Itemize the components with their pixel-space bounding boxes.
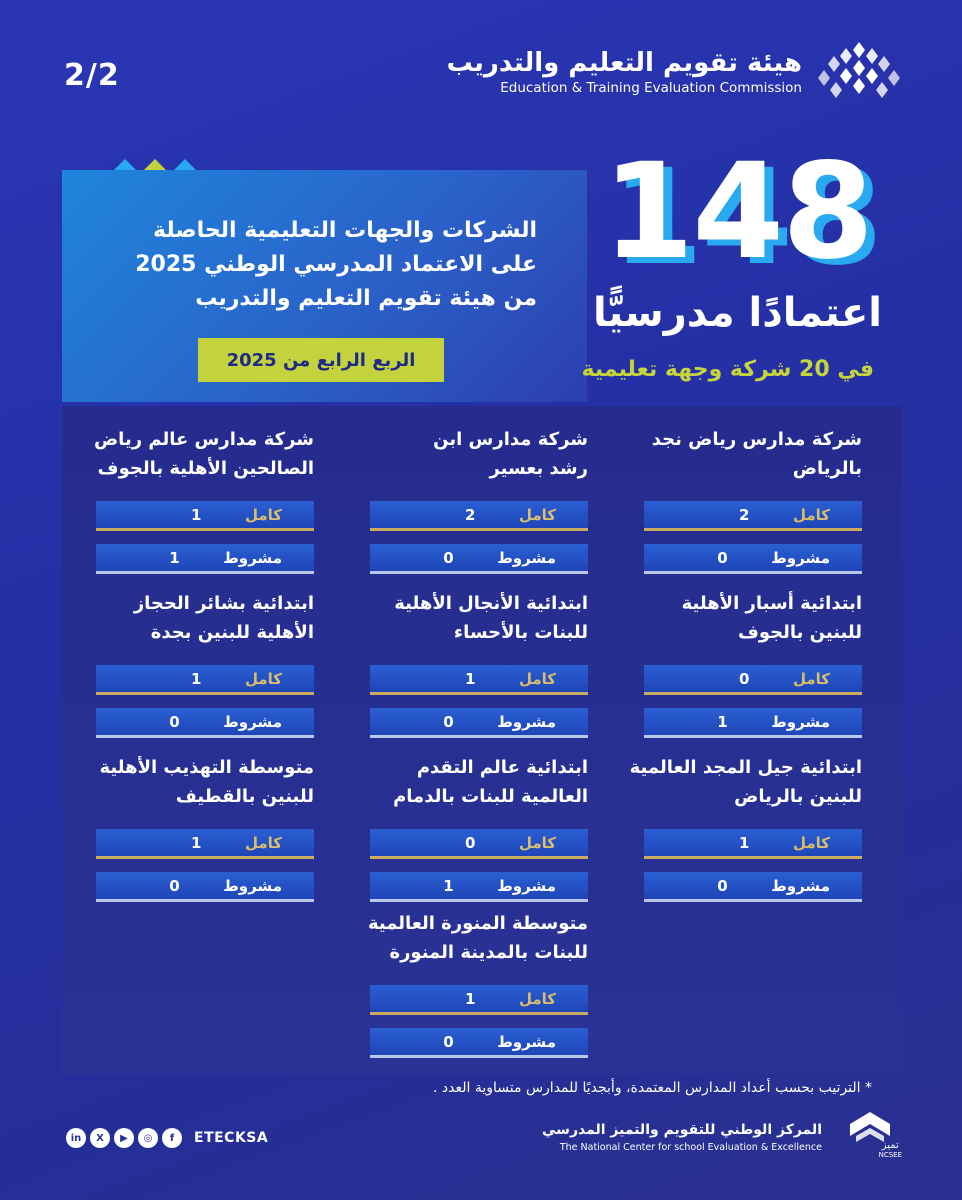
full-accreditation-label: كامل [244,669,282,688]
conditional-accreditation-count: 0 [443,1032,454,1051]
companies-count-caption: في 20 شركة وجهة تعليمية [581,357,874,382]
school-card [370,754,588,902]
school-card [370,590,588,738]
school-name-line: متوسطة المنورة العالمية [367,913,588,934]
tamayuz-arabic: تميز [881,1140,899,1151]
full-accreditation-count: 1 [464,989,476,1008]
full-accreditation-label: كامل [518,989,556,1008]
conditional-accreditation-bar [370,1028,588,1058]
school-name-line: ابتدائية أسبار الأهلية [681,593,862,614]
full-accreditation-bar [370,501,588,531]
conditional-accreditation-count: 0 [717,548,728,567]
x-icon[interactable]: X [90,1128,110,1148]
full-accreditation-bar [644,501,862,531]
school-name-line: ابتدائية الأنجال الأهلية [394,593,588,614]
full-accreditation-count: 0 [738,669,750,688]
conditional-accreditation-bar [370,544,588,574]
conditional-accreditation-label: مشروط [497,548,556,567]
intro-title-line: من هيئة تقويم التعليم والتدريب [195,286,537,312]
ordering-footnote: * الترتيب بحسب أعداد المدارس المعتمدة، وأبجديًا للمدارس متساوية العدد . [433,1080,872,1096]
conditional-accreditation-label: مشروط [771,548,830,567]
full-accreditation-count: 1 [464,669,476,688]
school-name-line: للبنين بالرياض [734,785,862,807]
org-name-english: Education & Training Evaluation Commission [500,80,802,96]
school-name-line: ابتدائية جيل المجد العالمية [629,757,862,778]
conditional-accreditation-label: مشروط [223,712,282,731]
full-accreditation-bar [370,829,588,859]
conditional-accreditation-count: 0 [717,876,728,895]
full-accreditation-bar [644,665,862,695]
linkedin-icon[interactable]: in [66,1128,86,1148]
social-handle: ETECKSA [194,1130,269,1146]
conditional-accreditation-label: مشروط [771,876,830,895]
full-accreditation-bar [96,501,314,531]
school-name-line: رشد بعسير [489,457,588,479]
full-accreditation-count: 1 [190,833,202,852]
conditional-accreditation-label: مشروط [497,876,556,895]
full-accreditation-label: كامل [792,505,830,524]
school-name [96,590,314,652]
full-accreditation-bar [370,665,588,695]
school-card [644,426,862,574]
school-name [644,426,862,488]
ncsee-name-english: The National Center for school Evaluation & Excellence [559,1142,822,1153]
conditional-accreditation-bar [96,544,314,574]
org-name-arabic: هيئة تقويم التعليم والتدريب [446,48,802,78]
etec-logo-icon [816,40,902,102]
conditional-accreditation-count: 0 [443,712,454,731]
full-accreditation-bar [644,829,862,859]
school-name [644,590,862,652]
full-accreditation-bar [96,829,314,859]
school-name [96,754,314,816]
conditional-accreditation-bar [644,544,862,574]
quarter-badge: الربع الرابع من 2025 [198,338,444,382]
school-name [370,754,588,816]
school-card [96,754,314,902]
conditional-accreditation-bar [96,872,314,902]
youtube-icon[interactable]: ▶ [114,1128,134,1148]
full-accreditation-label: كامل [518,669,556,688]
conditional-accreditation-count: 1 [169,548,180,567]
instagram-icon[interactable]: ◎ [138,1128,158,1148]
conditional-accreditation-count: 0 [443,548,454,567]
conditional-accreditation-count: 0 [169,712,180,731]
full-accreditation-bar [370,985,588,1015]
school-card [644,590,862,738]
total-accreditations-caption: اعتمادًا مدرسيًّا [593,290,882,336]
conditional-accreditation-label: مشروط [497,1032,556,1051]
school-name-line: ابتدائية عالم التقدم [416,757,588,778]
total-accreditations-number: 148 [602,135,872,289]
school-name-line: للبنات بالمدينة المنورة [389,941,588,963]
full-accreditation-bar [96,665,314,695]
school-name [93,426,314,488]
school-card [370,426,588,574]
school-name-line: للبنين بالقطيف [175,785,314,807]
conditional-accreditation-count: 1 [717,712,728,731]
school-name-line: بالرياض [792,457,862,479]
school-name-line: الصالحين الأهلية بالجوف [97,457,314,479]
school-name-line: العالمية للبنات بالدمام [393,785,588,807]
full-accreditation-count: 0 [464,833,476,852]
school-card [93,426,314,574]
conditional-accreditation-bar [370,708,588,738]
school-name-line: شركة مدارس رياض نجد [651,429,862,450]
full-accreditation-count: 2 [464,505,476,524]
school-name-line: شركة مدارس ابن [433,429,588,450]
full-accreditation-count: 1 [738,833,750,852]
full-accreditation-label: كامل [244,833,282,852]
school-name-line: للبنات بالأحساء [453,621,588,643]
intro-title-line: الشركات والجهات التعليمية الحاصلة [153,218,537,243]
school-name-line: الأهلية للبنين بجدة [150,621,314,643]
conditional-accreditation-label: مشروط [771,712,830,731]
conditional-accreditation-bar [370,872,588,902]
intro-title-line: على الاعتماد المدرسي الوطني 2025 [135,252,537,278]
conditional-accreditation-count: 1 [443,876,454,895]
ncsee-logo-text [879,1140,902,1159]
page-indicator: 2/2 [64,58,120,93]
intro-box [62,170,587,402]
school-card [629,754,862,902]
conditional-accreditation-label: مشروط [223,876,282,895]
full-accreditation-label: كامل [792,669,830,688]
conditional-accreditation-label: مشروط [497,712,556,731]
school-name [629,754,862,816]
conditional-accreditation-bar [644,708,862,738]
school-name-line: شركة مدارس عالم رياض [93,429,314,450]
school-card [367,910,588,1058]
full-accreditation-count: 1 [190,669,202,688]
school-card [96,590,314,738]
conditional-accreditation-count: 0 [169,876,180,895]
ncsee-name-arabic: المركز الوطني للتقويم والتميز المدرسي [542,1122,822,1138]
full-accreditation-label: كامل [518,505,556,524]
school-name [370,590,588,652]
full-accreditation-label: كامل [244,505,282,524]
school-name-line: للبنين بالجوف [737,621,862,643]
tamayuz-english: NCSEE [878,1151,902,1159]
school-name-line: متوسطة التهذيب الأهلية [99,757,314,778]
conditional-accreditation-bar [644,872,862,902]
conditional-accreditation-bar [96,708,314,738]
full-accreditation-label: كامل [792,833,830,852]
conditional-accreditation-label: مشروط [223,548,282,567]
school-name-line: ابتدائية بشائر الحجاز [133,593,314,614]
full-accreditation-count: 2 [738,505,750,524]
full-accreditation-label: كامل [518,833,556,852]
school-name [367,910,588,972]
school-name [370,426,588,488]
social-links [66,1128,268,1148]
intro-title [97,214,537,316]
facebook-icon[interactable]: f [162,1128,182,1148]
full-accreditation-count: 1 [190,505,202,524]
